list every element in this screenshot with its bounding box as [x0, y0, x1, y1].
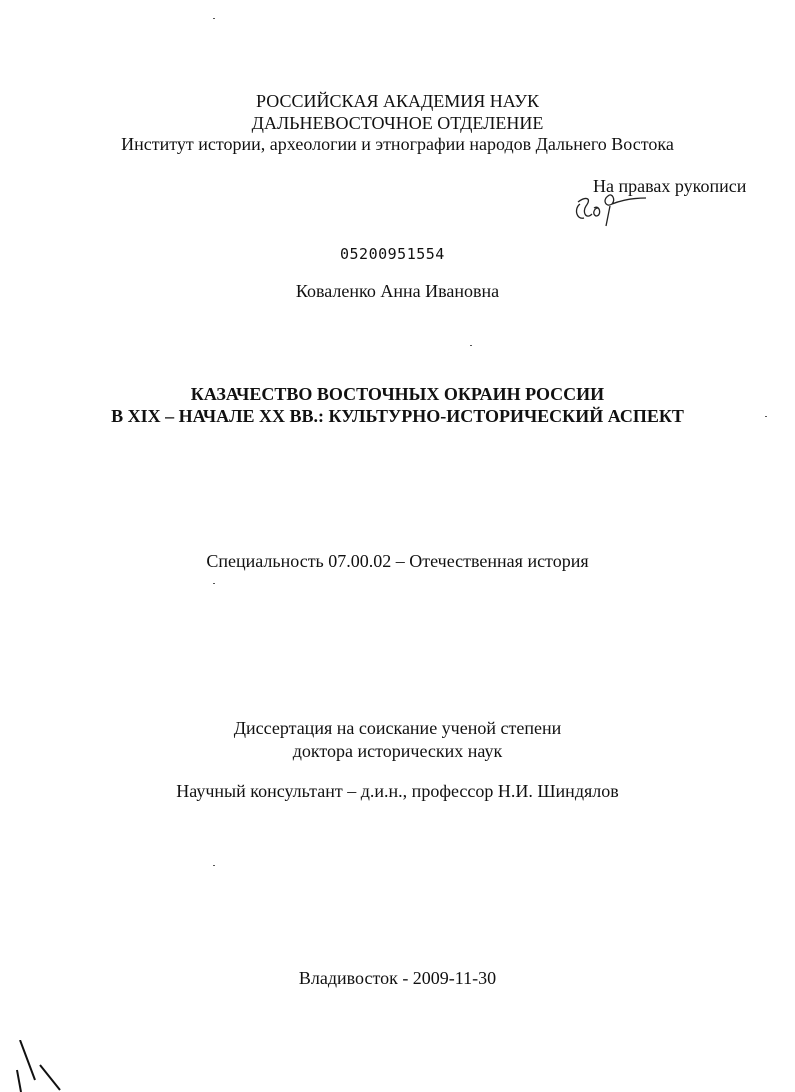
scan-speck [470, 345, 472, 346]
place-date: Владивосток - 2009-11-30 [298, 968, 497, 988]
consultant: Научный консультант – д.и.н., профессор Н.И. Шиндялов [176, 781, 619, 801]
specialty: Специальность 07.00.02 – Отечественная история [206, 551, 589, 571]
scan-speck [213, 583, 215, 584]
author-name: Коваленко Анна Ивановна [295, 281, 500, 301]
scan-speck [213, 865, 215, 866]
scan-mark [15, 1040, 65, 1092]
degree-line-1: Диссертация на соискание ученой степени [233, 718, 562, 738]
branch-name: ДАЛЬНЕВОСТОЧНОЕ ОТДЕЛЕНИЕ [251, 113, 544, 133]
institute-name: Институт истории, археологии и этнографии народов Дальнего Востока [121, 134, 674, 154]
catalog-number: 05200951554 [340, 245, 445, 263]
title-line-2: В XIX – НАЧАЛЕ XX ВВ.: КУЛЬТУРНО-ИСТОРИЧЕСКИЙ АСПЕКТ [111, 406, 684, 426]
title-line-1: КАЗАЧЕСТВО ВОСТОЧНЫХ ОКРАИН РОССИИ [190, 384, 605, 404]
signature-icon [572, 190, 652, 230]
scan-speck [765, 416, 767, 417]
manuscript-note: На правах рукописи [593, 176, 747, 196]
org-name: РОССИЙСКАЯ АКАДЕМИЯ НАУК [256, 91, 539, 111]
scan-speck [213, 18, 215, 19]
degree-line-2: доктора исторических наук [292, 741, 503, 761]
